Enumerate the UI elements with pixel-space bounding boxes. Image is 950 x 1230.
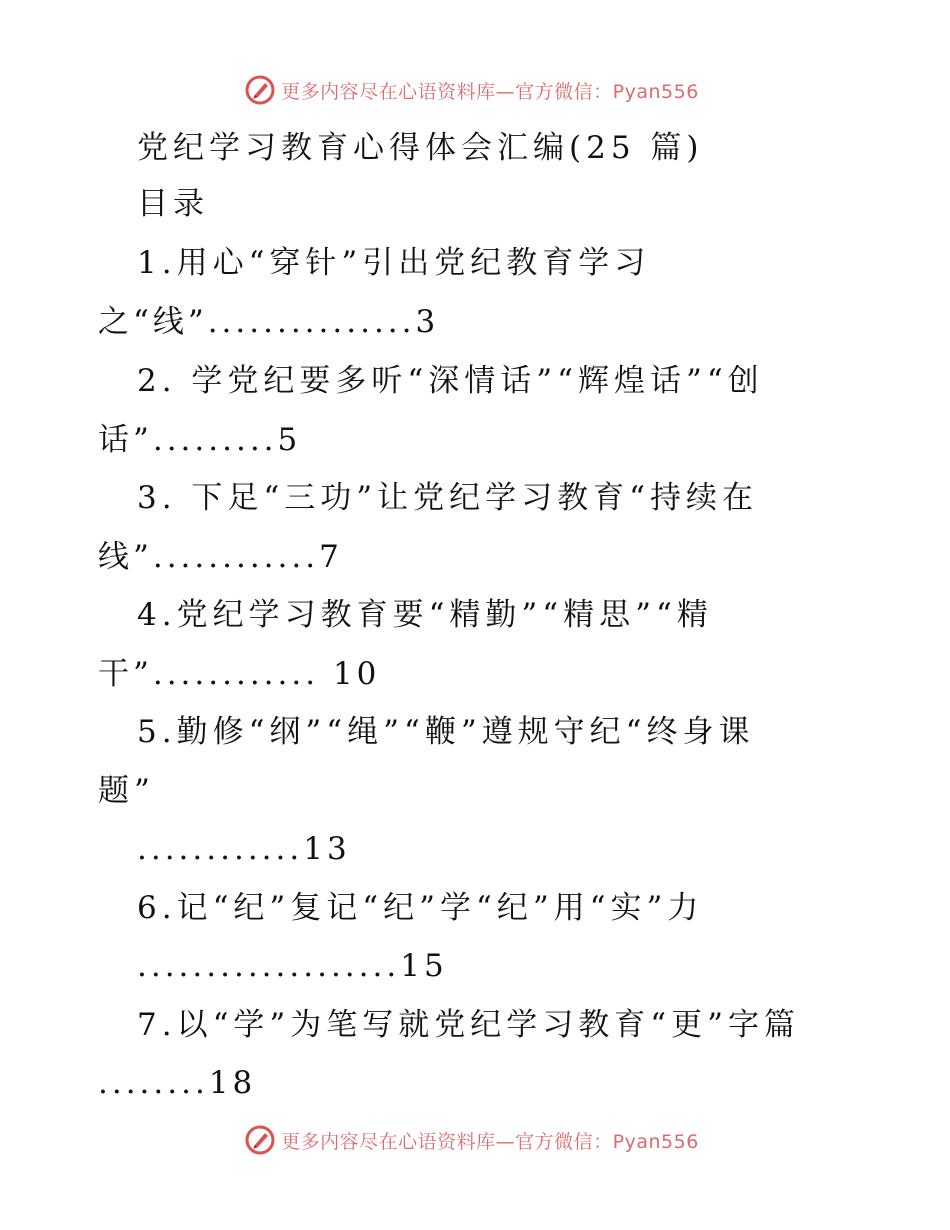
toc-line: 话”.........5 <box>98 422 302 458</box>
pen-seal-icon <box>245 1125 275 1155</box>
toc-line: 之“线”...............3 <box>98 304 440 340</box>
toc-line: ...................15 <box>137 948 448 984</box>
toc-line: 1.用心“穿针”引出党纪教育学习 <box>137 245 651 281</box>
document-title: 党纪学习教育心得体会汇编(25 篇) <box>137 130 704 166</box>
toc-heading: 目录 <box>137 186 209 222</box>
toc-line: 3. 下足“三功”让党纪学习教育“持续在 <box>137 480 758 516</box>
toc-line: 6.记“纪”复记“纪”学“纪”用“实”力 <box>137 890 704 926</box>
toc-line: 题” <box>98 773 155 809</box>
toc-line: 线”............7 <box>98 539 343 575</box>
toc-line: 4.党纪学习教育要“精勤”“精思”“精 <box>137 597 713 633</box>
footer-banner-text: 更多内容尽在心语资料库—官方微信：Pyan556 <box>281 1130 699 1153</box>
toc-line: 干”............ 10 <box>98 656 381 692</box>
toc-line: ............13 <box>137 831 351 867</box>
footer-banner <box>0 1120 950 1160</box>
header-banner-text: 更多内容尽在心语资料库—官方微信：Pyan556 <box>281 80 699 103</box>
toc-line: ........18 <box>98 1065 257 1101</box>
toc-line: 2. 学党纪要多听“深情话”“辉煌话”“创 <box>137 363 764 399</box>
toc-line: 7.以“学”为笔写就党纪学习教育“更”字篇 <box>137 1007 800 1043</box>
toc-line: 5.勤修“纲”“绳”“鞭”遵规守纪“终身课 <box>137 714 755 750</box>
